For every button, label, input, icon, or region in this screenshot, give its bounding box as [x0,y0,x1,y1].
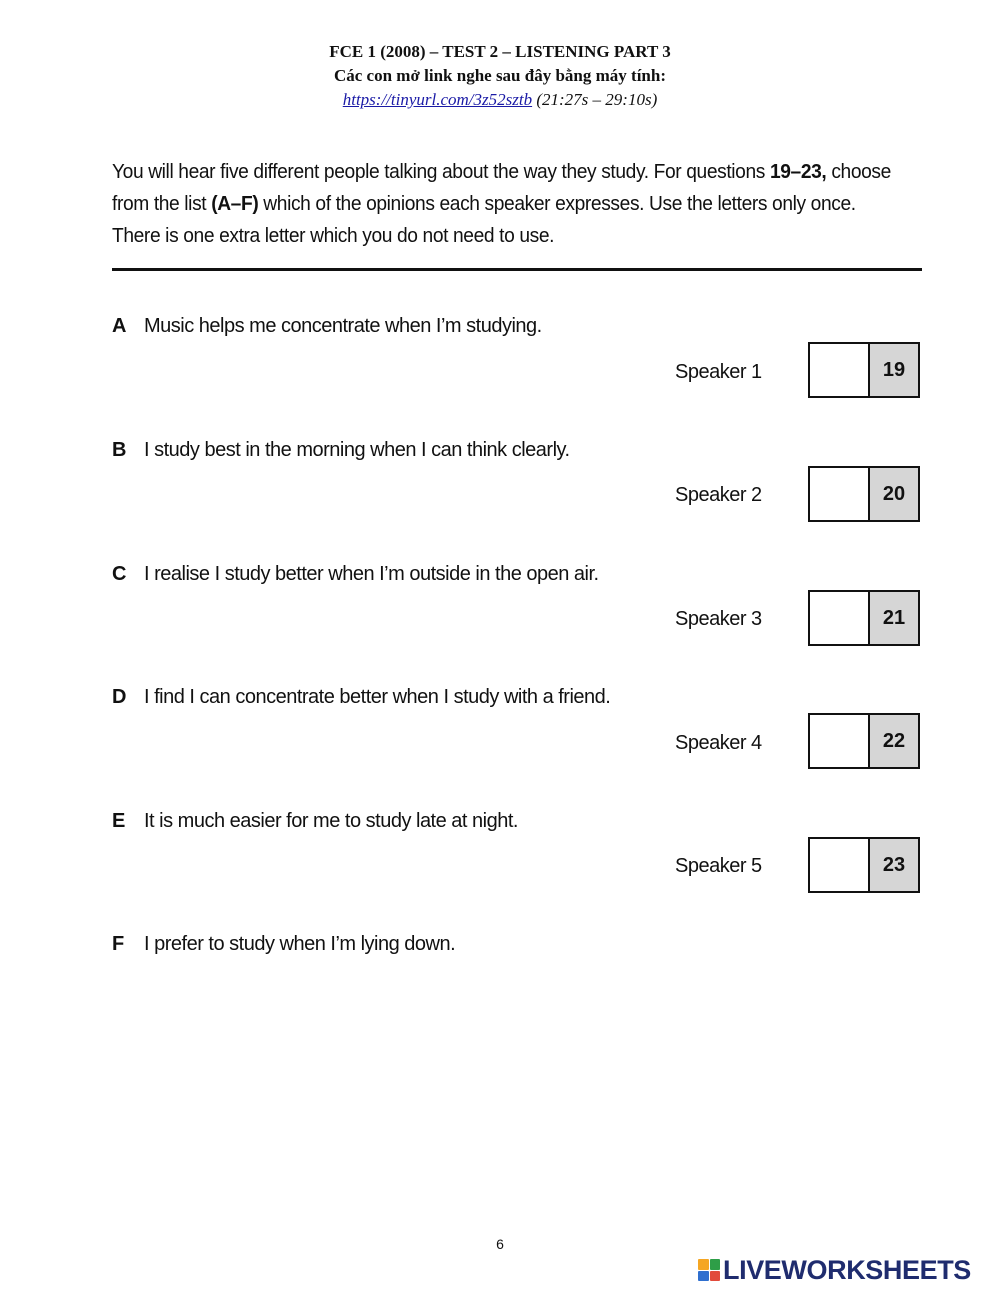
speaker-1-label: Speaker 1 [675,361,762,383]
option-letter: C [112,563,126,585]
task-instructions [112,156,894,252]
question-23-number: 23 [870,839,918,891]
question-22-number: 22 [870,715,918,767]
speaker-3-label: Speaker 3 [675,608,762,630]
page-number: 6 [496,1236,504,1252]
audio-link[interactable]: https://tinyurl.com/3z52sztb [342,90,533,109]
brand-name: LIVEWORKSHEETS [723,1254,971,1285]
option-letter: D [112,686,126,708]
speaker-1-answer-input[interactable] [810,344,870,396]
option-text: It is much easier for me to study late at night. [144,810,518,832]
question-20-number: 20 [870,468,918,520]
speaker-3-answer-input[interactable] [810,592,870,644]
option-d [112,684,610,710]
option-text: I prefer to study when I’m lying down. [144,933,456,955]
option-b [112,437,570,463]
option-letter: E [112,810,125,832]
audio-time-range: (21:27s – 29:10s) [536,90,658,109]
option-text: I find I can concentrate better when I study with a friend. [144,686,611,708]
speaker-2-label: Speaker 2 [675,484,762,506]
speaker-2-answer-box [808,466,920,522]
logo-square [710,1271,721,1282]
logo-square [698,1259,709,1270]
instructions-text-2: choose from the list [112,161,891,215]
document-subtitle: Các con mở link nghe sau đây bằng máy tính: [333,66,666,85]
option-text: I realise I study better when I’m outside in the open air. [144,563,599,585]
document-header [0,40,1000,112]
speaker-5-label: Speaker 5 [675,855,762,877]
option-c [112,561,599,587]
audio-link-line [0,88,1000,112]
speaker-4-answer-box [808,713,920,769]
question-21-number: 21 [870,592,918,644]
option-letter: B [112,439,126,461]
logo-square [698,1271,709,1282]
speaker-1-answer-box [808,342,920,398]
instructions-text-3: which of the opinions each speaker expresses. Use the letters only once. There is one extra letter which you do not need to use. [112,193,856,247]
section-divider [112,268,922,271]
liveworksheets-brand [698,1255,971,1285]
speaker-5-answer-input[interactable] [810,839,870,891]
option-a [112,313,542,339]
option-letter: F [112,933,124,955]
option-e [112,808,518,834]
document-title: FCE 1 (2008) – TEST 2 – LISTENING PART 3 [329,42,671,61]
speaker-5-answer-box [808,837,920,893]
instructions-text-1: You will hear five different people talking about the way they study. For questions [112,161,770,183]
option-text: I study best in the morning when I can think clearly. [144,439,570,461]
speaker-4-answer-input[interactable] [810,715,870,767]
option-letter: A [112,315,126,337]
speaker-4-label: Speaker 4 [675,732,762,754]
instructions-questions-range: 19–23, [769,161,827,183]
question-19-number: 19 [870,344,918,396]
liveworksheets-logo-icon [698,1259,720,1281]
speaker-3-answer-box [808,590,920,646]
option-f [112,931,455,957]
logo-square [710,1259,721,1270]
option-text: Music helps me concentrate when I’m studying. [144,315,542,337]
instructions-letters-range: (A–F) [211,193,259,215]
speaker-2-answer-input[interactable] [810,468,870,520]
